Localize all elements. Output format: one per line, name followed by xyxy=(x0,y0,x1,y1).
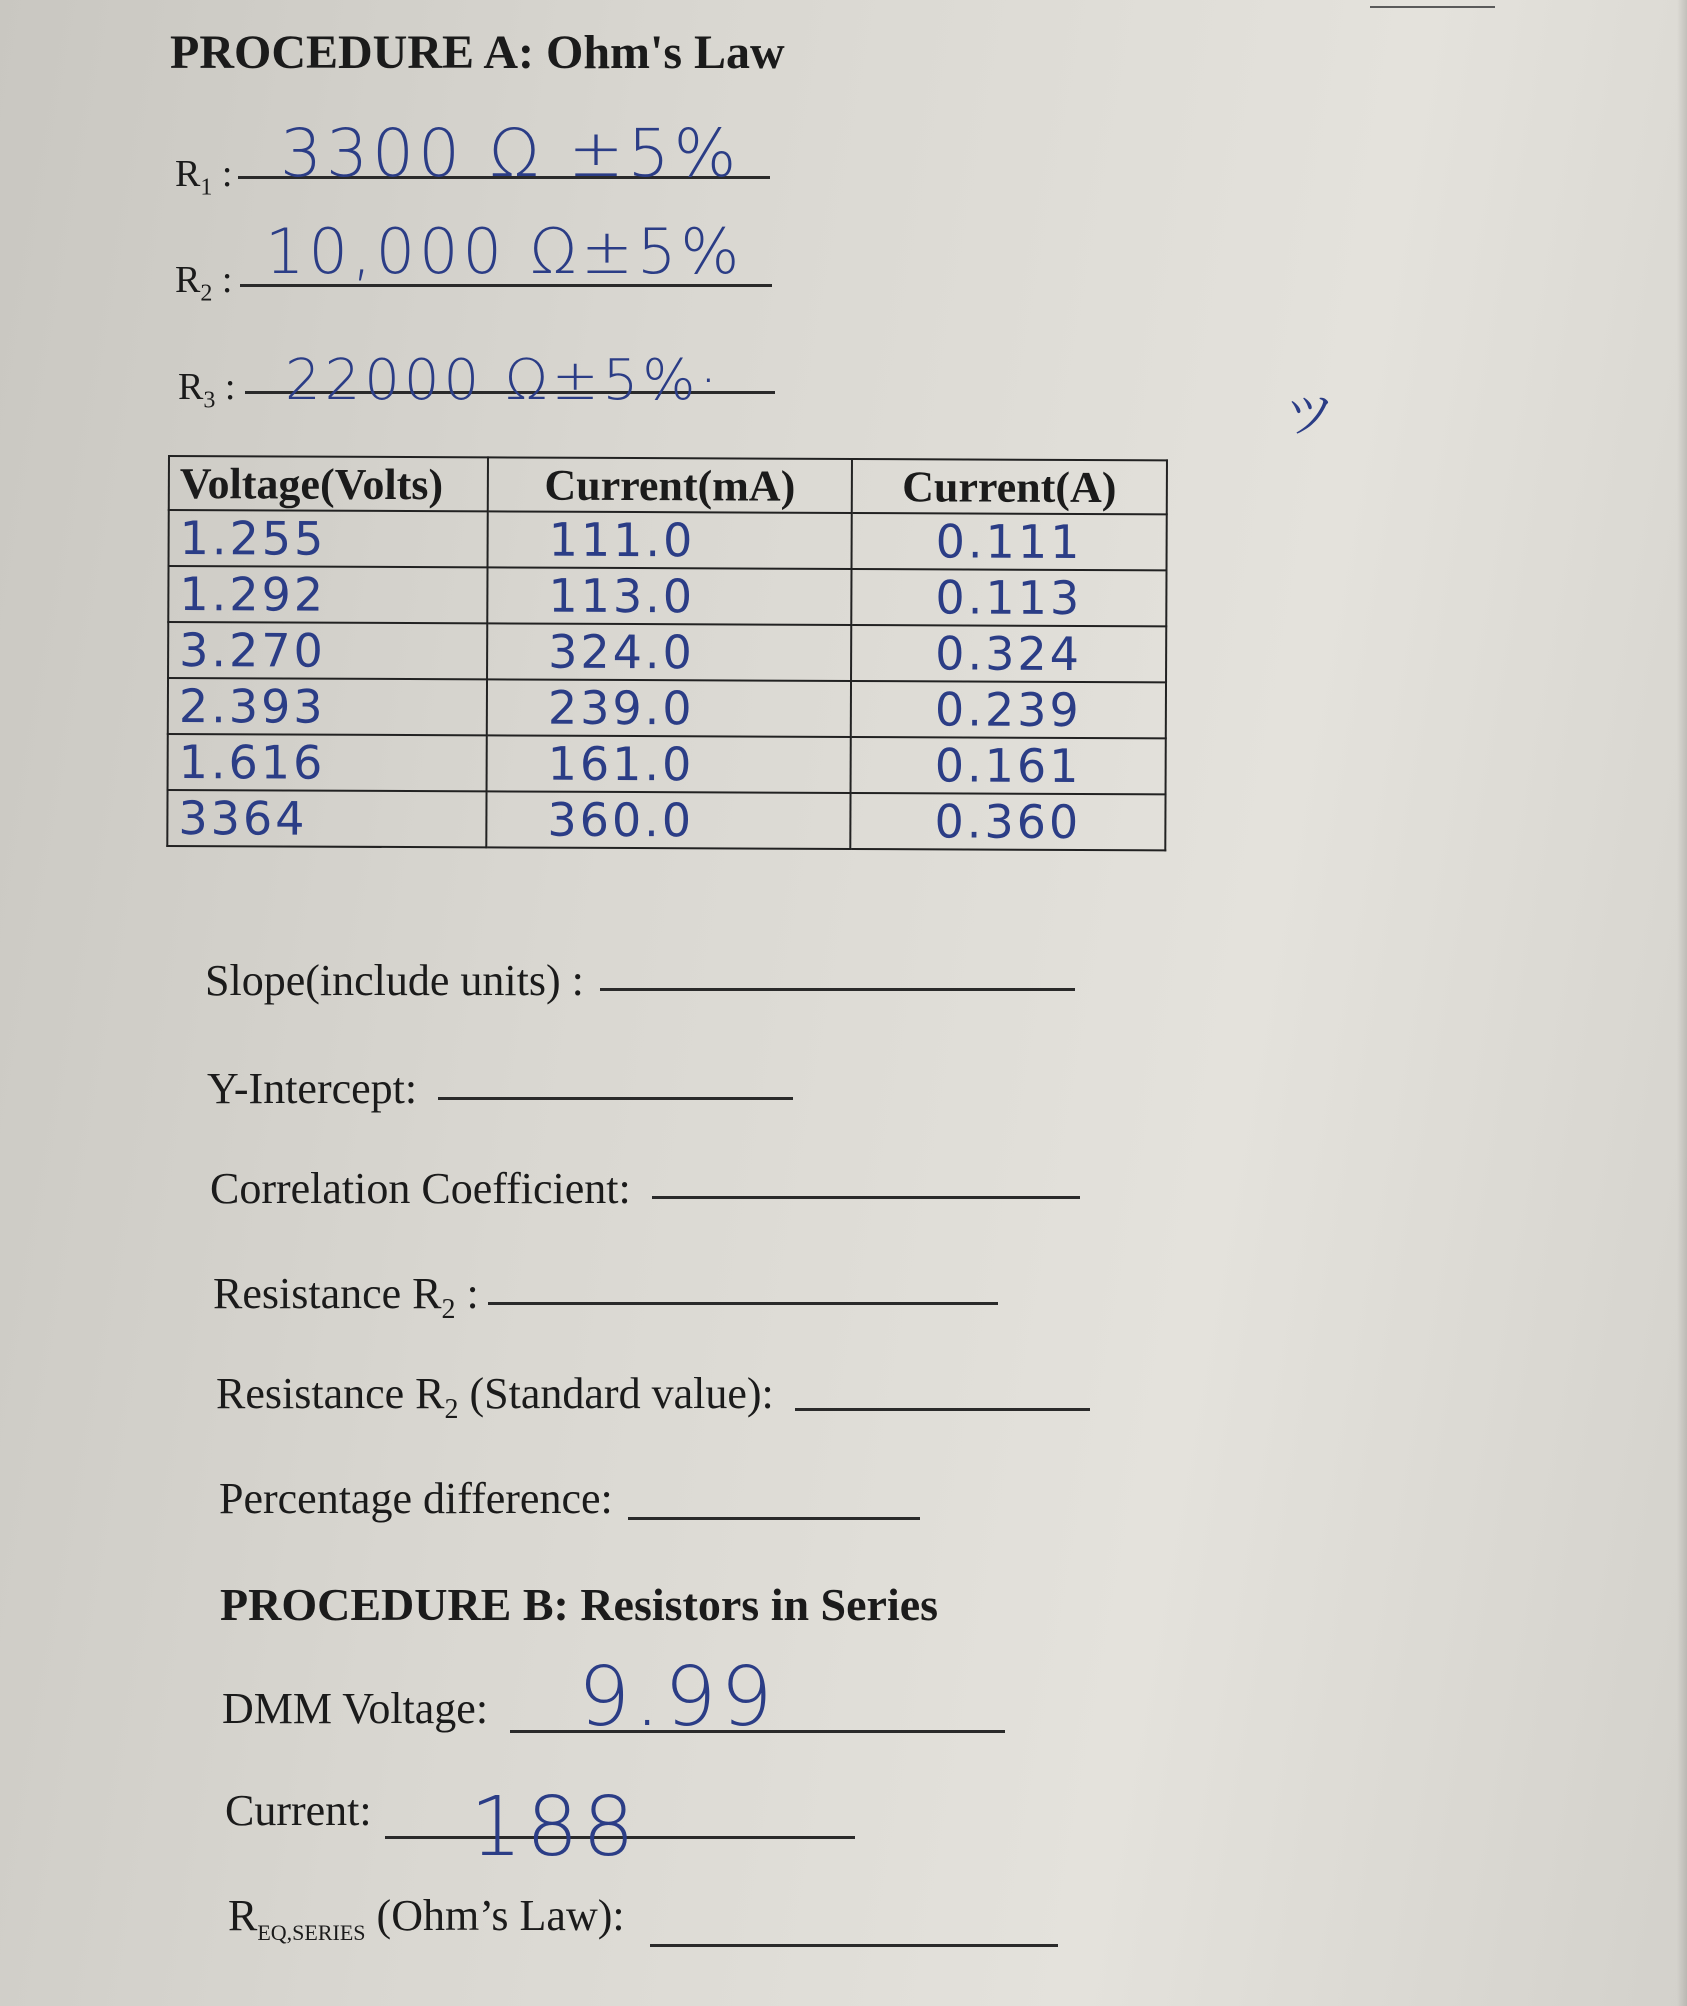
current-a-cell: 0.324 xyxy=(851,625,1166,682)
procedure-b-heading: PROCEDURE B: Resistors in Series xyxy=(220,1579,939,1630)
r3-value: 22000 Ω±5%· xyxy=(285,348,722,413)
req-series-label: $R_{EQ,SERIES}$ (Ohm’s Law): xyxy=(228,1891,625,1945)
voltage-cell: 1.292 xyxy=(168,566,487,623)
voltage-cell: 3.270 xyxy=(168,622,487,679)
table-header-row xyxy=(169,456,1167,514)
table-row xyxy=(167,790,1165,850)
current-a-cell: 0.360 xyxy=(850,793,1165,850)
smiley-doodle: ツ xyxy=(1285,386,1335,444)
table-row xyxy=(168,622,1166,682)
r3-label: $R_3$ : xyxy=(178,366,236,414)
header-current-a: Current(A) xyxy=(852,459,1167,514)
page-edge-shadow xyxy=(1677,0,1687,2006)
current-ma-cell: 113.0 xyxy=(487,567,851,625)
slope-blank-line[interactable] xyxy=(600,988,1075,991)
r1-label: $R_1$ : xyxy=(175,153,233,201)
voltage-cell: 1.616 xyxy=(168,734,487,791)
corner-line xyxy=(1370,6,1495,8)
voltage-cell: 1.255 xyxy=(169,510,488,567)
table-row xyxy=(168,566,1166,626)
resistance-r2-blank-line[interactable] xyxy=(488,1302,998,1305)
resistance-r2-label: Resistance $R_2$ : xyxy=(213,1269,479,1325)
current-ma-cell: 360.0 xyxy=(486,791,850,849)
current-a-cell: 0.239 xyxy=(851,681,1166,738)
table-row xyxy=(168,734,1166,794)
procedure-a-heading: PROCEDURE A: Ohm's Law xyxy=(170,26,785,79)
ohms-law-data-table xyxy=(166,455,1168,851)
current-a-cell: 0.113 xyxy=(851,569,1166,626)
y-intercept-label: Y-Intercept: xyxy=(207,1064,418,1113)
table-row xyxy=(168,678,1166,738)
current-value: 188 xyxy=(470,1780,639,1875)
current-a-cell: 0.161 xyxy=(850,737,1165,794)
resistance-r2-standard-blank-line[interactable] xyxy=(795,1408,1090,1411)
current-a-cell: 0.111 xyxy=(851,513,1166,570)
dmm-voltage-label: DMM Voltage: xyxy=(222,1684,489,1733)
percentage-difference-label: Percentage difference: xyxy=(219,1474,613,1523)
current-ma-cell: 111.0 xyxy=(488,511,852,569)
r1-value: 3300 Ω ±5% xyxy=(280,115,741,192)
r2-value: 10,000 Ω±5% xyxy=(265,215,744,288)
table-row xyxy=(169,510,1167,570)
header-voltage: Voltage(Volts) xyxy=(169,456,488,511)
current-ma-cell: 324.0 xyxy=(487,623,851,681)
resistance-r2-standard-label: Resistance $R_2$ (Standard value): xyxy=(216,1369,774,1425)
current-label: Current: xyxy=(225,1786,372,1835)
voltage-cell: 2.393 xyxy=(168,678,487,735)
dmm-voltage-value: 9.99 xyxy=(578,1650,777,1745)
percentage-difference-blank-line[interactable] xyxy=(628,1517,920,1520)
correlation-blank-line[interactable] xyxy=(652,1196,1080,1199)
header-current-ma: Current(mA) xyxy=(488,457,852,513)
current-ma-cell: 161.0 xyxy=(487,735,851,793)
r2-label: $R_2$ : xyxy=(175,259,233,307)
y-intercept-blank-line[interactable] xyxy=(438,1097,793,1100)
slope-label: Slope(include units) : xyxy=(205,956,584,1005)
req-series-blank-line[interactable] xyxy=(650,1944,1058,1947)
voltage-cell: 3364 xyxy=(167,790,486,847)
current-ma-cell: 239.0 xyxy=(487,679,851,737)
correlation-label: Correlation Coefficient: xyxy=(210,1164,631,1213)
